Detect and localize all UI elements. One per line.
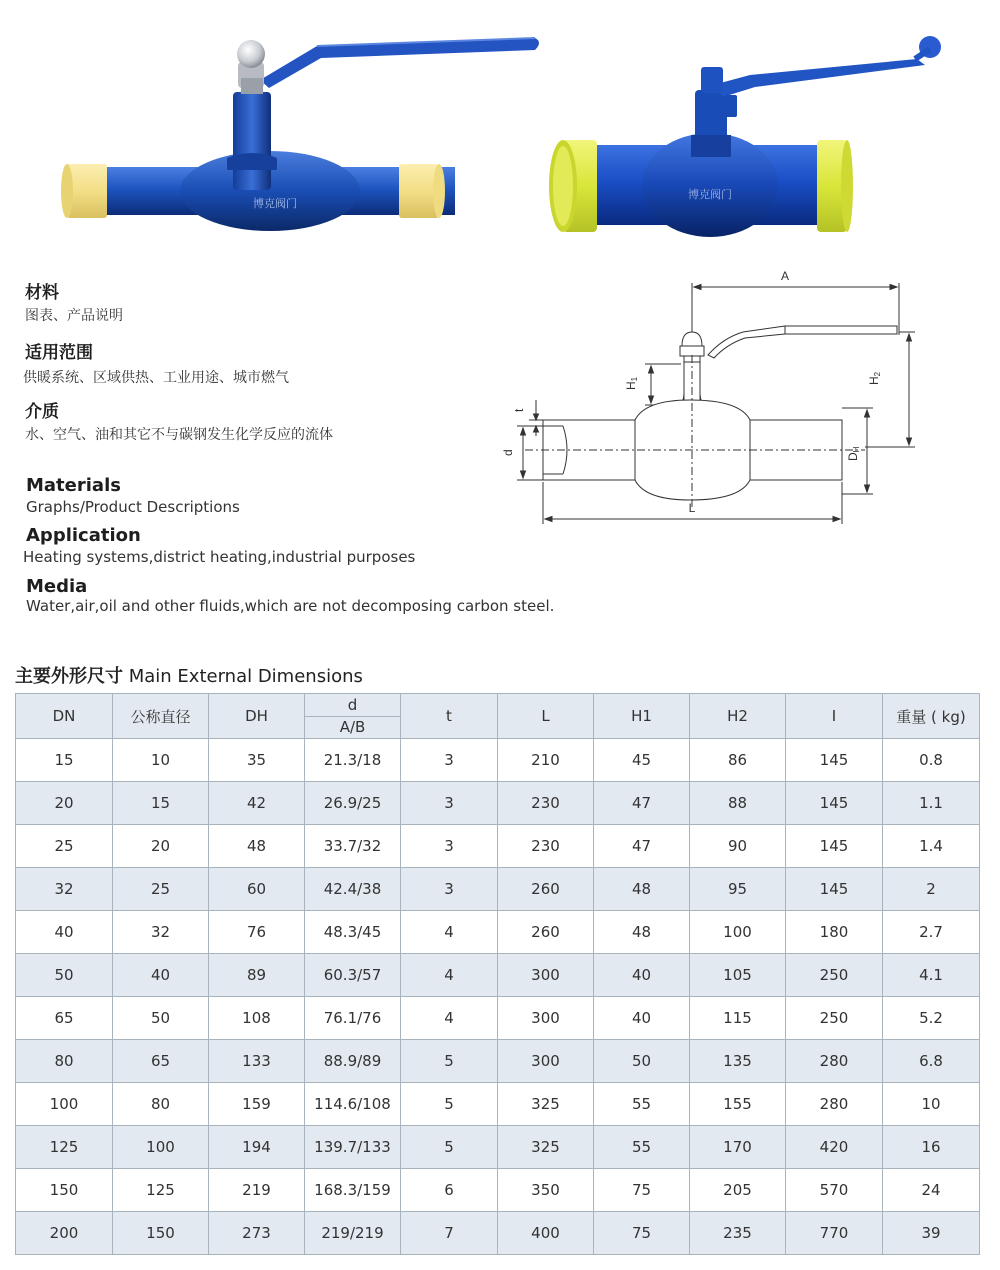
table-cell: 100 [16, 1083, 113, 1126]
table-cell: 60.3/57 [305, 954, 401, 997]
table-cell: 400 [498, 1212, 594, 1255]
header-weight: 重量 ( kg) [883, 694, 980, 739]
table-cell: 6 [401, 1169, 498, 1212]
table-cell: 48.3/45 [305, 911, 401, 954]
table-cell: 114.6/108 [305, 1083, 401, 1126]
table-cell: 350 [498, 1169, 594, 1212]
table-cell: 4 [401, 997, 498, 1040]
table-cell: 95 [690, 868, 786, 911]
table-cell: 7 [401, 1212, 498, 1255]
table-cell: 125 [113, 1169, 209, 1212]
table-row [16, 1212, 980, 1255]
table-cell: 139.7/133 [305, 1126, 401, 1169]
table-title-en: Main External Dimensions [123, 666, 363, 687]
table-cell: 260 [498, 911, 594, 954]
table-cell: 135 [690, 1040, 786, 1083]
table-cell: 88.9/89 [305, 1040, 401, 1083]
materials-cn-heading: 材料 [25, 283, 59, 303]
table-cell: 5 [401, 1040, 498, 1083]
table-cell: 4 [401, 954, 498, 997]
table-cell: 210 [498, 739, 594, 782]
table-cell: 40 [594, 997, 690, 1040]
table-cell: 48 [209, 825, 305, 868]
table-cell: 219 [209, 1169, 305, 1212]
table-cell: 75 [594, 1169, 690, 1212]
table-cell: 32 [16, 868, 113, 911]
table-cell: 3 [401, 868, 498, 911]
table-cell: 76.1/76 [305, 997, 401, 1040]
table-cell: 3 [401, 825, 498, 868]
table-cell: 15 [16, 739, 113, 782]
table-cell: 50 [594, 1040, 690, 1083]
table-row [16, 1126, 980, 1169]
table-row [16, 997, 980, 1040]
end-cap-right [817, 140, 853, 232]
table-row [16, 868, 980, 911]
header-d-top: d [347, 695, 358, 714]
table-cell: 250 [786, 997, 883, 1040]
table-cell: 300 [498, 1040, 594, 1083]
table-cell: 50 [113, 997, 209, 1040]
application-cn-text: 供暖系统、区域供热、工业用途、城市燃气 [23, 370, 289, 386]
media-cn-text: 水、空气、油和其它不与碳钢发生化学反应的流体 [25, 427, 333, 443]
table-cell: 21.3/18 [305, 739, 401, 782]
table-row [16, 1040, 980, 1083]
brand-mark-left: 博克阀门 [253, 197, 297, 210]
table-cell: 150 [16, 1169, 113, 1212]
table-row [16, 954, 980, 997]
table-cell: 42.4/38 [305, 868, 401, 911]
table-cell: 40 [113, 954, 209, 997]
table-cell: 3 [401, 739, 498, 782]
table-cell: 48 [594, 868, 690, 911]
table-cell: 273 [209, 1212, 305, 1255]
end-cap-left [61, 164, 107, 218]
table-cell: 35 [209, 739, 305, 782]
end-cap-left [549, 140, 597, 232]
media-cn-heading: 介质 [25, 402, 59, 422]
table-cell: 55 [594, 1083, 690, 1126]
table-cell: 47 [594, 825, 690, 868]
table-cell: 108 [209, 997, 305, 1040]
table-cell: 15 [113, 782, 209, 825]
table-cell: 50 [16, 954, 113, 997]
header-t: t [401, 694, 498, 739]
table-cell: 2 [883, 868, 980, 911]
table-cell: 60 [209, 868, 305, 911]
table-cell: 5.2 [883, 997, 980, 1040]
table-cell: 4 [401, 911, 498, 954]
header-dh: DH [209, 694, 305, 739]
table-cell: 80 [16, 1040, 113, 1083]
table-cell: 420 [786, 1126, 883, 1169]
table-row [16, 911, 980, 954]
table-cell: 300 [498, 954, 594, 997]
table-cell: 10 [883, 1083, 980, 1126]
table-cell: 40 [594, 954, 690, 997]
table-title [15, 662, 363, 688]
materials-en-heading: Materials [26, 475, 121, 496]
table-header-row [16, 694, 980, 739]
table-cell: 325 [498, 1083, 594, 1126]
header-i: I [786, 694, 883, 739]
dim-label-dh: DH [846, 446, 861, 461]
table-cell: 280 [786, 1083, 883, 1126]
table-cell: 105 [690, 954, 786, 997]
table-cell: 55 [594, 1126, 690, 1169]
table-cell: 300 [498, 997, 594, 1040]
table-cell: 200 [16, 1212, 113, 1255]
table-row [16, 782, 980, 825]
table-cell: 205 [690, 1169, 786, 1212]
table-cell: 75 [594, 1212, 690, 1255]
table-cell: 100 [113, 1126, 209, 1169]
dimension-drawing [495, 260, 935, 530]
table-cell: 5 [401, 1083, 498, 1126]
table-cell: 325 [498, 1126, 594, 1169]
end-cap-right [399, 164, 445, 218]
table-cell: 10 [113, 739, 209, 782]
table-cell: 235 [690, 1212, 786, 1255]
table-cell: 88 [690, 782, 786, 825]
table-cell: 230 [498, 782, 594, 825]
brand-mark-right: 博克阀门 [688, 188, 732, 201]
table-cell: 20 [16, 782, 113, 825]
table-cell: 100 [690, 911, 786, 954]
table-cell: 24 [883, 1169, 980, 1212]
application-en-heading: Application [26, 525, 141, 546]
table-cell: 168.3/159 [305, 1169, 401, 1212]
table-row [16, 1083, 980, 1126]
header-d-bottom: A/B [305, 716, 400, 739]
dim-label-l: L [688, 501, 696, 515]
table-cell: 0.8 [883, 739, 980, 782]
dim-label-h1: H1 [624, 376, 639, 390]
header-d [305, 694, 401, 739]
table-cell: 145 [786, 782, 883, 825]
table-cell: 33.7/32 [305, 825, 401, 868]
materials-cn-text: 图表、产品说明 [25, 308, 123, 324]
dimensions-table [15, 693, 980, 1255]
table-cell: 89 [209, 954, 305, 997]
header-dn: DN [16, 694, 113, 739]
table-cell: 219/219 [305, 1212, 401, 1255]
table-cell: 39 [883, 1212, 980, 1255]
media-en-heading: Media [26, 576, 88, 597]
table-cell: 76 [209, 911, 305, 954]
table-cell: 2.7 [883, 911, 980, 954]
table-cell: 26.9/25 [305, 782, 401, 825]
table-cell: 770 [786, 1212, 883, 1255]
table-title-cn: 主要外形尺寸 [15, 666, 123, 687]
table-cell: 40 [16, 911, 113, 954]
table-cell: 125 [16, 1126, 113, 1169]
table-cell: 170 [690, 1126, 786, 1169]
dim-label-h2: H2 [867, 371, 882, 385]
table-cell: 180 [786, 911, 883, 954]
table-cell: 194 [209, 1126, 305, 1169]
media-en-text: Water,air,oil and other fluids,which are not decomposing carbon steel. [26, 597, 555, 615]
table-cell: 5 [401, 1126, 498, 1169]
table-row [16, 1169, 980, 1212]
application-en-text: Heating systems,district heating,industrial purposes [23, 548, 416, 566]
table-cell: 260 [498, 868, 594, 911]
dim-label-a: A [780, 269, 790, 283]
table-cell: 280 [786, 1040, 883, 1083]
table-cell: 48 [594, 911, 690, 954]
table-cell: 155 [690, 1083, 786, 1126]
dim-label-t: t [512, 408, 526, 412]
table-cell: 65 [113, 1040, 209, 1083]
table-cell: 86 [690, 739, 786, 782]
table-cell: 6.8 [883, 1040, 980, 1083]
table-cell: 145 [786, 868, 883, 911]
table-cell: 250 [786, 954, 883, 997]
header-l: L [498, 694, 594, 739]
table-cell: 133 [209, 1040, 305, 1083]
table-cell: 25 [113, 868, 209, 911]
table-cell: 42 [209, 782, 305, 825]
application-cn-heading: 适用范围 [25, 343, 93, 363]
header-h2: H2 [690, 694, 786, 739]
dim-label-d: d [501, 449, 515, 456]
table-cell: 3 [401, 782, 498, 825]
table-cell: 1.1 [883, 782, 980, 825]
table-cell: 145 [786, 739, 883, 782]
table-row [16, 739, 980, 782]
valve-photo-left [55, 30, 555, 245]
table-cell: 570 [786, 1169, 883, 1212]
table-cell: 47 [594, 782, 690, 825]
table-cell: 115 [690, 997, 786, 1040]
table-cell: 90 [690, 825, 786, 868]
valve-photo-right [545, 35, 965, 245]
table-cell: 25 [16, 825, 113, 868]
table-cell: 159 [209, 1083, 305, 1126]
table-row [16, 825, 980, 868]
table-cell: 1.4 [883, 825, 980, 868]
header-nominal: 公称直径 [113, 694, 209, 739]
table-cell: 145 [786, 825, 883, 868]
table-cell: 45 [594, 739, 690, 782]
table-cell: 32 [113, 911, 209, 954]
table-cell: 65 [16, 997, 113, 1040]
materials-en-text: Graphs/Product Descriptions [26, 498, 240, 516]
table-cell: 20 [113, 825, 209, 868]
table-cell: 16 [883, 1126, 980, 1169]
table-cell: 80 [113, 1083, 209, 1126]
table-cell: 150 [113, 1212, 209, 1255]
table-cell: 230 [498, 825, 594, 868]
table-cell: 4.1 [883, 954, 980, 997]
header-h1: H1 [594, 694, 690, 739]
